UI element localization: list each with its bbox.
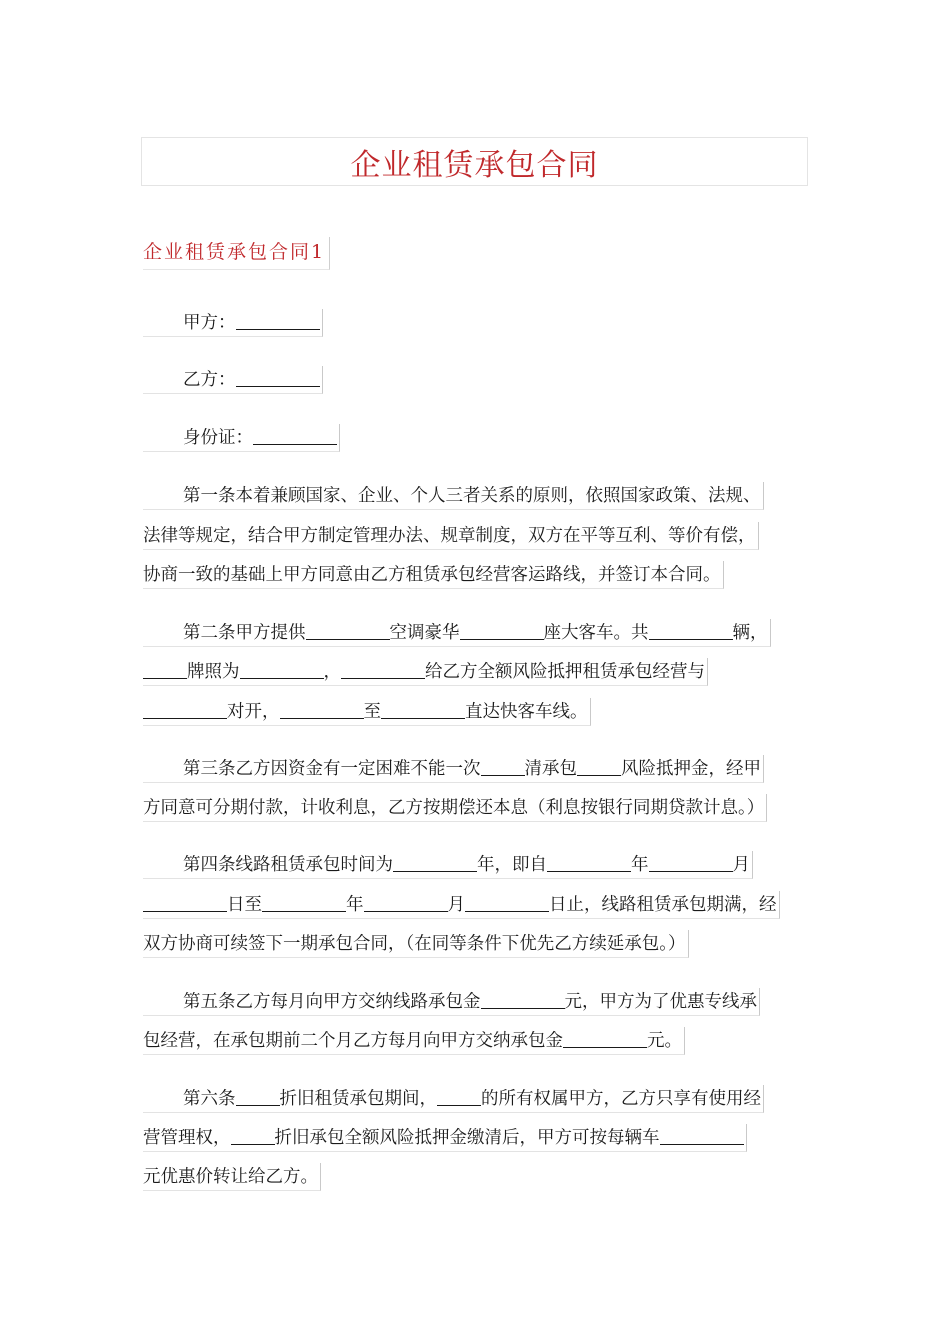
article-1-line-2: 法律等规定，结合甲方制定管理办法、规章制度，双方在平等互利、等价有偿， [143,522,759,550]
article-4-line-2 [143,891,780,919]
section-heading: 企业租赁承包合同1 [143,237,330,270]
id-card-label: 身份证： [183,428,253,448]
text: 第三条乙方因资金有一定困难不能一次 [183,759,481,779]
text: 第五条乙方每月向甲方交纳线路承包金 [183,992,481,1012]
article-2-line-1 [143,619,771,647]
text: 第二条甲方提供 [183,623,306,643]
blank-field [240,660,324,679]
article-4-line-1 [143,851,753,879]
blank-field [465,893,549,912]
blank-field [547,853,631,872]
text: 空调豪华 [389,623,460,643]
text: 的所有权属甲方，乙方只享有使用经 [481,1089,761,1109]
article-2-line-3 [143,698,591,726]
text: 给乙方全额风险抵押租赁承包经营与 [425,662,705,682]
blank-field [341,660,425,679]
blank-field [364,893,448,912]
text: 座大客车。共 [543,623,649,643]
text: 辆， [732,623,768,643]
blank-field [460,621,544,640]
text: 折旧租赁承包期间， [279,1089,437,1109]
blank-field [481,757,525,776]
blank-field [660,1126,744,1145]
blank-field [262,893,346,912]
text: 折旧承包全额风险抵押金缴清后，甲方可按每辆车 [274,1128,660,1148]
text: 年，即自 [477,855,547,875]
blank-field [236,1087,280,1106]
blank-field [280,700,364,719]
text: 年 [346,895,364,915]
party-a-line [143,309,323,337]
blank-field [649,853,733,872]
blank-field [649,621,733,640]
text: 风险抵押金，经甲 [621,759,761,779]
article-6-line-1 [143,1085,764,1113]
text: 包经营，在承包期前二个月乙方每月向甲方交纳承包金 [143,1031,563,1051]
text: 清承包 [524,759,577,779]
party-a-label: 甲方： [183,313,236,333]
party-b-label: 乙方： [183,370,236,390]
article-3-line-1 [143,755,764,783]
text: 第四条线路租赁承包时间为 [183,855,393,875]
article-1-line-1: 第一条本着兼顾国家、企业、个人三者关系的原则，依照国家政策、法规、 [143,482,764,510]
text: ， [323,662,341,682]
text: 元。 [647,1031,682,1051]
blank-field [143,700,227,719]
blank-field [563,1029,647,1048]
text: 月 [447,895,465,915]
blank-field [143,893,227,912]
blank-field [231,1126,275,1145]
id-card-line [143,424,340,452]
text: 直达快客车线。 [465,702,588,722]
article-5-line-2 [143,1027,685,1055]
article-6-line-2 [143,1124,747,1152]
text: 第六条 [183,1089,236,1109]
article-6-line-3: 元优惠价转让给乙方。 [143,1163,321,1191]
blank-field [481,990,565,1009]
blank-field [253,426,337,445]
text: 日至 [227,895,262,915]
text: 日止，线路租赁承包期满，经 [549,895,777,915]
blank-field [393,853,477,872]
party-b-line [143,366,323,394]
blank-field [437,1087,481,1106]
article-2-line-2 [143,658,708,686]
blank-field [381,700,465,719]
text: 营管理权， [143,1128,231,1148]
title-box [141,137,808,186]
text: 年 [631,855,649,875]
blank-field [577,757,621,776]
blank-field [306,621,390,640]
text: 对开， [227,702,280,722]
document-title: 企业租赁承包合同 [350,147,599,183]
text: 月 [732,855,750,875]
text: 元，甲方为了优惠专线承 [564,992,757,1012]
article-5-line-1 [143,988,760,1016]
article-4-line-3: 双方协商可续签下一期承包合同，（在同等条件下优先乙方续延承包。） [143,930,689,958]
text: 牌照为 [187,662,240,682]
blank-field [143,660,187,679]
article-3-line-2: 方同意可分期付款，计收利息，乙方按期偿还本息（利息按银行同期贷款计息。） [143,794,767,822]
text: 至 [363,702,381,722]
article-1-line-3: 协商一致的基础上甲方同意由乙方租赁承包经营客运路线，并签订本合同。 [143,561,724,589]
blank-field [236,368,320,387]
blank-field [236,311,320,330]
